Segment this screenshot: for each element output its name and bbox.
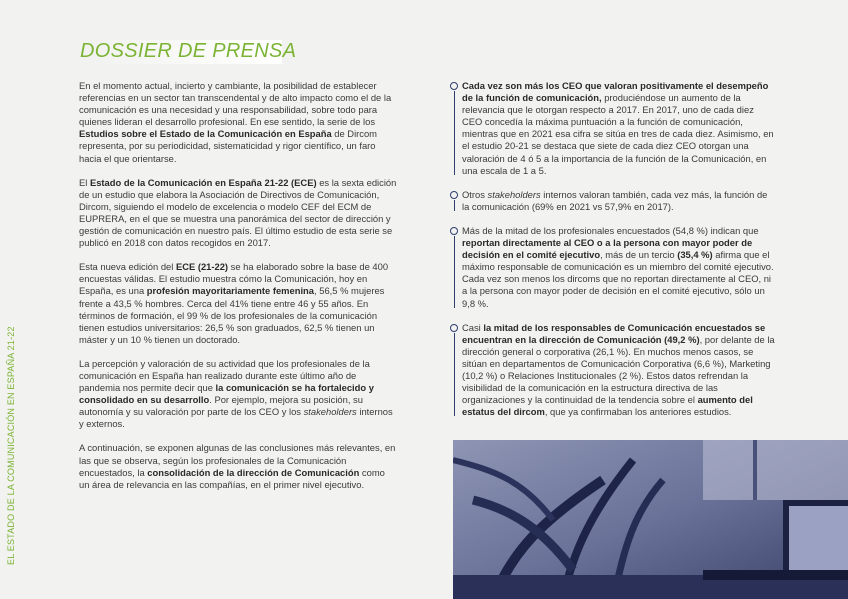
bullet-text bbox=[462, 80, 776, 177]
paragraph-ece bbox=[79, 177, 397, 250]
text-run: A continuación, se exponen algunas de las conclusiones más relevantes, en las que se observa, según los profesionales de la Comunicación encuestados, la bbox=[79, 442, 396, 478]
text-run: Estado de la Comunicación en España 21-22 (ECE) bbox=[89, 176, 317, 188]
text-run: ECE (21-22) bbox=[175, 261, 229, 273]
text-run: Otros bbox=[462, 188, 488, 200]
paragraph-conclusions bbox=[79, 442, 397, 490]
text-run: , 56,5 % mujeres frente a 43,5 % hombres. Cerca del 41% tiene entre 46 y 55 años. En términos de formación, el 99 % de los profesionales de la comunicación tienen estudios universitarios: 26,5 % son graduados, 62,5 % tienen un máster y un 10 % tienen un doctorado. bbox=[79, 285, 385, 345]
paragraph-intro bbox=[79, 80, 397, 165]
bullet-circle-icon bbox=[450, 82, 458, 90]
text-run: El bbox=[79, 176, 90, 188]
text-run: se ha elaborado sobre la base de 400 encuestas válidas. El estudio muestra cómo la Comunicación, hoy en España, es una bbox=[79, 261, 389, 297]
text-run: . Por ejemplo, mejora su posición, su autonomía y su valoración por parte de los CEO y los bbox=[79, 394, 363, 418]
bullet-text bbox=[462, 225, 776, 310]
text-run: afirma que el máximo responsable de comunicación es un miembro del comité ejecutivo. Cada vez son menos los dircoms que no reportan directamente al CEO, ni a la persona con mayor poder de decisión en el comité ejecutivo, sólo un 9,8 %. bbox=[462, 249, 774, 309]
text-run: internos valoran también, cada vez más, la función de la comunicación (69% en 2021 vs 57,9% en 2017). bbox=[462, 188, 768, 212]
side-running-label: EL ESTADO DE LA COMUNICACIÓN EN ESPAÑA 21-22 bbox=[6, 326, 16, 565]
text-run: Estudios sobre el Estado de la Comunicación en España bbox=[79, 128, 332, 140]
paragraph-edition bbox=[79, 261, 397, 346]
text-run: Cada vez son más los CEO que valoran positivamente el desempeño de la función de comunicación, bbox=[462, 80, 769, 104]
bullet-line bbox=[454, 91, 455, 175]
text-run: La percepción y valoración de su actividad que los profesionales de la comunicación en España han realizado durante este último año de pandemia nos permite decir que bbox=[79, 357, 370, 394]
paragraph-perception bbox=[79, 358, 397, 431]
text-run: profesión mayoritariamente femenina bbox=[146, 285, 315, 297]
bullet-text bbox=[462, 189, 776, 213]
text-run: Esta nueva edición del bbox=[79, 261, 176, 273]
text-run: internos y externos. bbox=[79, 406, 393, 430]
text-run: la comunicación se ha fortalecido y consolidado en su desarrollo bbox=[79, 382, 374, 406]
bullet-circle-icon bbox=[450, 191, 458, 199]
bullet-item-reporting bbox=[450, 225, 776, 310]
bullet-item-position bbox=[450, 322, 776, 419]
text-run: es la sexta edición de un estudio que elabora la Asociación de Directivos de Comunicación, Dircom, siguiendo el modelo de excelencia o modelo CEF del ECM de EUPRERA, en el que se muestra una panorámica del sector de dirección y gestión de comunicación en nuestro país. El último estudio de esta serie se publicó en 2018 con datos recogidos en 2017. bbox=[79, 176, 397, 249]
bullet-item-stakeholders bbox=[450, 189, 776, 213]
text-run: stakeholders bbox=[487, 188, 541, 200]
right-column bbox=[450, 80, 776, 430]
bullet-item-ceo bbox=[450, 80, 776, 177]
page-title: DOSSIER DE PRENSA bbox=[80, 40, 297, 62]
text-run: (35,4 %) bbox=[677, 249, 713, 261]
bullet-line bbox=[454, 236, 455, 308]
text-run: , que ya confirmaban los anteriores estudios. bbox=[544, 406, 732, 418]
text-run: Casi bbox=[462, 321, 484, 333]
text-run: la mitad de los responsables de Comunicación encuestados se encuentran en la dirección de Comunicación (49,2 %) bbox=[462, 321, 766, 345]
bullet-line bbox=[454, 333, 455, 417]
text-run: stakeholders bbox=[303, 406, 357, 418]
text-run: reportan directamente al CEO o a la persona con mayor poder de decisión en el comité ejecutivo bbox=[462, 237, 753, 261]
left-column bbox=[79, 80, 397, 503]
bullet-circle-icon bbox=[450, 227, 458, 235]
office-plant-laptop-photo bbox=[453, 440, 848, 599]
text-run: , más de un tercio bbox=[600, 249, 678, 261]
text-run: produciéndose un aumento de la relevancia que le otorgan respecto a 2017. En 2017, uno de cada diez CEO concedía la máxima puntuación a la función de comunicación, mientras que en 2021 esa cifra se sitúa en tres de cada diez. Asimismo, en el estudio 20-21 se destaca que siete de cada diez CEO otorgan una valoración de 4 ó 5 a la importancia de la función de la Comunicación, en una escala de 1 a 5. bbox=[462, 92, 774, 176]
text-run: Más de la mitad de los profesionales encuestados (54,8 %) indican que bbox=[462, 224, 759, 236]
text-run: como un área de relevancia en las compañías, en el primer nivel ejecutivo. bbox=[79, 466, 385, 490]
text-run: de Dircom representa, por su periodicidad, sistematicidad y rigor científico, un faro hacia el que orientarse. bbox=[79, 128, 377, 164]
text-run: En el momento actual, incierto y cambiante, la posibilidad de establecer referencias en un sector tan transcendental y de alto impacto como el de la comunicación es una necesidad y una responsabilidad, sobre todo para quienes lideran el desarrollo profesional. En ese sentido, la serie de los bbox=[79, 80, 392, 128]
text-run: , por delante de la dirección general o corporativa (26,1 %). En muchos menos casos, se sitúan en departamentos de Comunicación Corporativa (6,6 %), Marketing (10,2 %) o Relaciones Institucionales (2 %). Estos datos refrendan la visibilidad de la comunicación en la estructura directiva de las organizaciones y la continuidad de la tendencia sobre el bbox=[462, 333, 775, 406]
bullet-circle-icon bbox=[450, 324, 458, 332]
text-run: aumento del estatus del dircom bbox=[462, 394, 753, 418]
text-run: consolidación de la dirección de Comunicación bbox=[147, 466, 360, 478]
bullet-line bbox=[454, 200, 455, 211]
bullet-text bbox=[462, 322, 776, 419]
